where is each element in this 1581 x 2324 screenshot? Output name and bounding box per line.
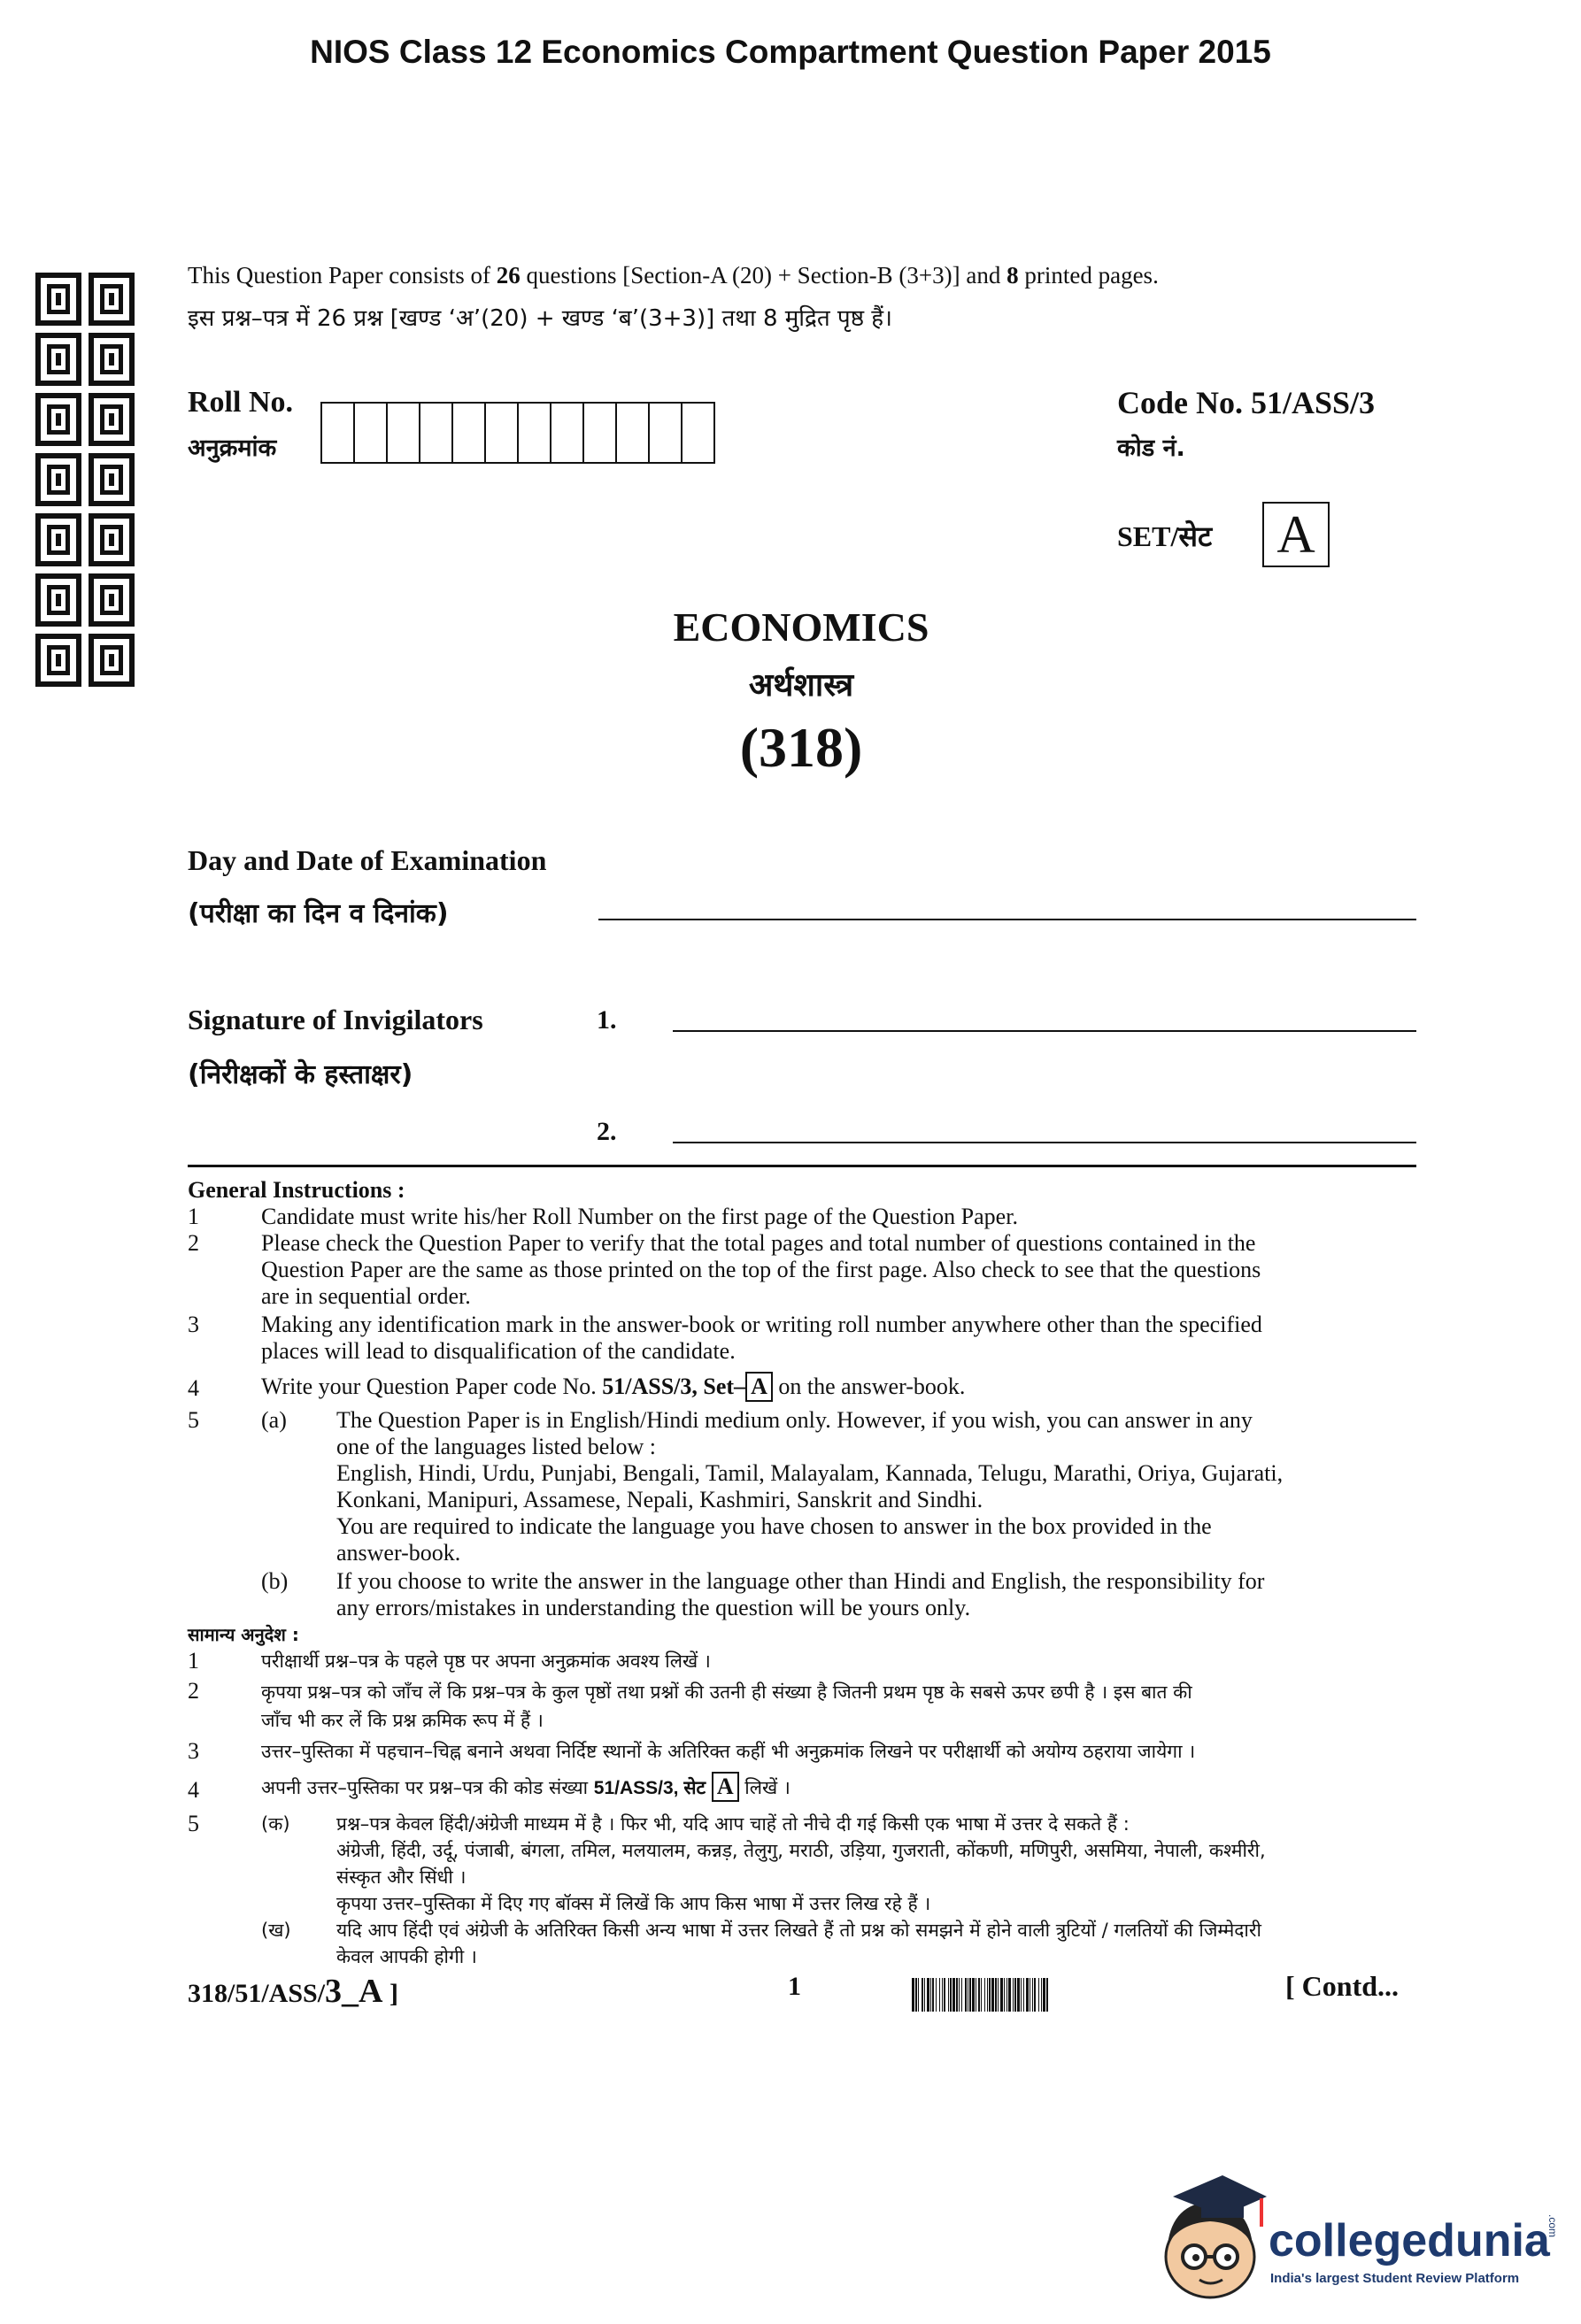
document-title: NIOS Class 12 Economics Compartment Question Paper 2015 bbox=[310, 34, 1271, 70]
hindi-instruction-1: परीक्षार्थी प्रश्न–पत्र के पहले पृष्ठ पर अपना अनुक्रमांक अवश्य लिखें । bbox=[261, 1651, 711, 1672]
invigilator-signature-label: Signature of Invigilators bbox=[188, 1004, 483, 1035]
instruction-number: 4 bbox=[188, 1375, 199, 1401]
hindi-instruction-4: अपनी उत्तर–पुस्तिका पर प्रश्न–पत्र की कोड संख्या 51/ASS/3, सेट A लिखें । bbox=[261, 1772, 790, 1802]
hindi-instruction-5b-label: (ख) bbox=[261, 1920, 291, 1941]
roll-label-hindi: अनुक्रमांक bbox=[188, 435, 277, 462]
instruction-5b-label: (b) bbox=[261, 1568, 289, 1594]
code-label-hindi: कोड नं. bbox=[1117, 435, 1185, 462]
instruction-5b: If you choose to write the answer in the language other than Hindi and English, the responsibility for any errors/mistakes in understanding the question will be yours only. bbox=[336, 1568, 1265, 1620]
logo-tagline: India's largest Student Review Platform bbox=[1270, 2271, 1520, 2286]
exam-date-line[interactable] bbox=[598, 919, 1416, 920]
signature-1-number: 1. bbox=[597, 1005, 617, 1035]
instruction-number: 3 bbox=[188, 1738, 199, 1764]
exam-date-label: Day and Date of Examination bbox=[188, 844, 547, 876]
hindi-instructions-title: सामान्य अनुदेश : bbox=[188, 1624, 299, 1645]
instruction-number: 5 bbox=[188, 1407, 199, 1433]
instruction-5a: The Question Paper is in English/Hindi medium only. However, if you wish, you can answer in any one of the languages listed below : English, Hindi, Urdu, Punjabi, Bengali, Tamil, Malayalam, Kannada, Telugu, Marathi, Oriya, Gujarati, Konkani, Manipuri, Assamese, Nepali, Kashmiri, Sanskrit and Sindhi. You are required to indicate the language you have chosen to answer in the box provided in the answer-book. bbox=[336, 1407, 1284, 1566]
exam-date-label-hindi: (परीक्षा का दिन व दिनांक) bbox=[188, 898, 449, 929]
hindi-instruction-2: कृपया प्रश्न–पत्र को जाँच लें कि प्रश्न–पत्र के कुल पृष्ठों तथा प्रश्नों की उतनी ही संख्या है जितनी प्रथम पृष्ठ के सबसे ऊपर छपी है । इस बात की जाँच भी कर लें कि प्रश्न क्रमिक रूप में हैं । bbox=[261, 1681, 1192, 1731]
instruction-3: Making any identification mark in the answer-book or writing roll number anywhere other than the specified places will lead to disqualification of the candidate. bbox=[261, 1312, 1262, 1364]
instruction-1: Candidate must write his/her Roll Number on the first page of the Question Paper. bbox=[261, 1204, 1018, 1229]
general-instructions-title: General Instructions : bbox=[188, 1177, 405, 1203]
roll-number-boxes[interactable] bbox=[320, 402, 715, 464]
set-label: SET/सेट bbox=[1117, 520, 1213, 552]
hindi-instruction-3: उत्तर–पुस्तिका में पहचान–चिह्न बनाने अथवा निर्दिष्ट स्थानों के अतिरिक्त कहीं भी अनुक्रमांक लिखने पर परीक्षार्थी को अयोग्य ठहराया जायेगा । bbox=[261, 1741, 1196, 1762]
footer-paper-code: 318/51/ASS/3_A ] bbox=[188, 1973, 398, 2010]
continued-label: [ Contd... bbox=[1285, 1970, 1400, 2002]
instruction-number: 4 bbox=[188, 1777, 199, 1803]
signature-2-line[interactable] bbox=[673, 1142, 1416, 1143]
logo-wordmark: collegedunia bbox=[1269, 2215, 1550, 2266]
invigilator-signature-label-hindi: (निरीक्षकों के हस्ताक्षर) bbox=[188, 1059, 413, 1090]
barcode bbox=[912, 1978, 1253, 2012]
subject-title: ECONOMICS bbox=[673, 604, 929, 650]
intro-hindi: इस प्रश्न–पत्र में 26 प्रश्न [खण्ड ‘अ’(20) + खण्ड ‘ब’(3+3)] तथा 8 मुद्रित पृष्ठ हैं। bbox=[188, 305, 892, 332]
student-mascot-icon bbox=[1155, 2168, 1270, 2301]
subject-title-hindi: अर्थशास्त्र bbox=[748, 667, 854, 704]
subject-code: (318) bbox=[739, 716, 863, 779]
roll-label: Roll No. bbox=[188, 386, 293, 419]
divider bbox=[188, 1165, 1416, 1167]
instruction-number: 3 bbox=[188, 1312, 199, 1337]
hindi-instruction-5a: प्रश्न–पत्र केवल हिंदी/अंग्रेजी माध्यम में है । फिर भी, यदि आप चाहें तो नीचे दी गई किसी एक भाषा में उत्तर दे सकते हैं : अंग्रेजी, हिंदी, उर्दू, पंजाबी, बंगला, तमिल, मलयालम, कन्नड़, तेलुगु, मराठी, उड़िया, गुजराती, कोंकणी, मणिपुरी, असमिया, नेपाली, कश्मीरी, संस्कृत और सिंधी । कृपया उत्तर–पुस्तिका में दिए गए बॉक्स में लिखें कि आप किस भाषा में उत्तर लिख रहे हैं । bbox=[336, 1813, 1266, 1914]
instruction-number: 2 bbox=[188, 1230, 199, 1256]
instruction-5a-label: (a) bbox=[261, 1407, 287, 1433]
intro-english: This Question Paper consists of 26 questions [Section-A (20) + Section-B (3+3)] and 8 printed pages. bbox=[188, 262, 1159, 289]
code-number: Code No. 51/ASS/3 bbox=[1117, 385, 1376, 420]
logo-domain: .com bbox=[1546, 2214, 1559, 2238]
page-number: 1 bbox=[788, 1972, 801, 2001]
signature-1-line[interactable] bbox=[673, 1030, 1416, 1032]
set-box: A bbox=[1262, 502, 1330, 567]
instruction-number: 1 bbox=[188, 1204, 199, 1229]
barcode-bar bbox=[1048, 1978, 1049, 2012]
instruction-2: Please check the Question Paper to verify that the total pages and total number of questions contained in the Question Paper are the same as those printed on the top of the first page. Also check to see that the questions are in sequential order. bbox=[261, 1230, 1261, 1309]
hindi-instruction-5b: यदि आप हिंदी एवं अंग्रेजी के अतिरिक्त किसी अन्य भाषा में उत्तर लिखते हैं तो प्रश्न को समझने में होने वाली त्रुटियों / गलतियों की जिम्मेदारी केवल आपकी होगी । bbox=[336, 1920, 1261, 1967]
hindi-instruction-5a-label: (क) bbox=[261, 1813, 290, 1835]
instruction-number: 2 bbox=[188, 1678, 199, 1704]
instruction-number: 5 bbox=[188, 1811, 199, 1836]
instruction-number: 1 bbox=[188, 1648, 199, 1674]
instruction-4: Write your Question Paper code No. 51/ASS/3, Set– A on the answer-book. bbox=[261, 1372, 965, 1402]
signature-2-number: 2. bbox=[597, 1117, 617, 1146]
